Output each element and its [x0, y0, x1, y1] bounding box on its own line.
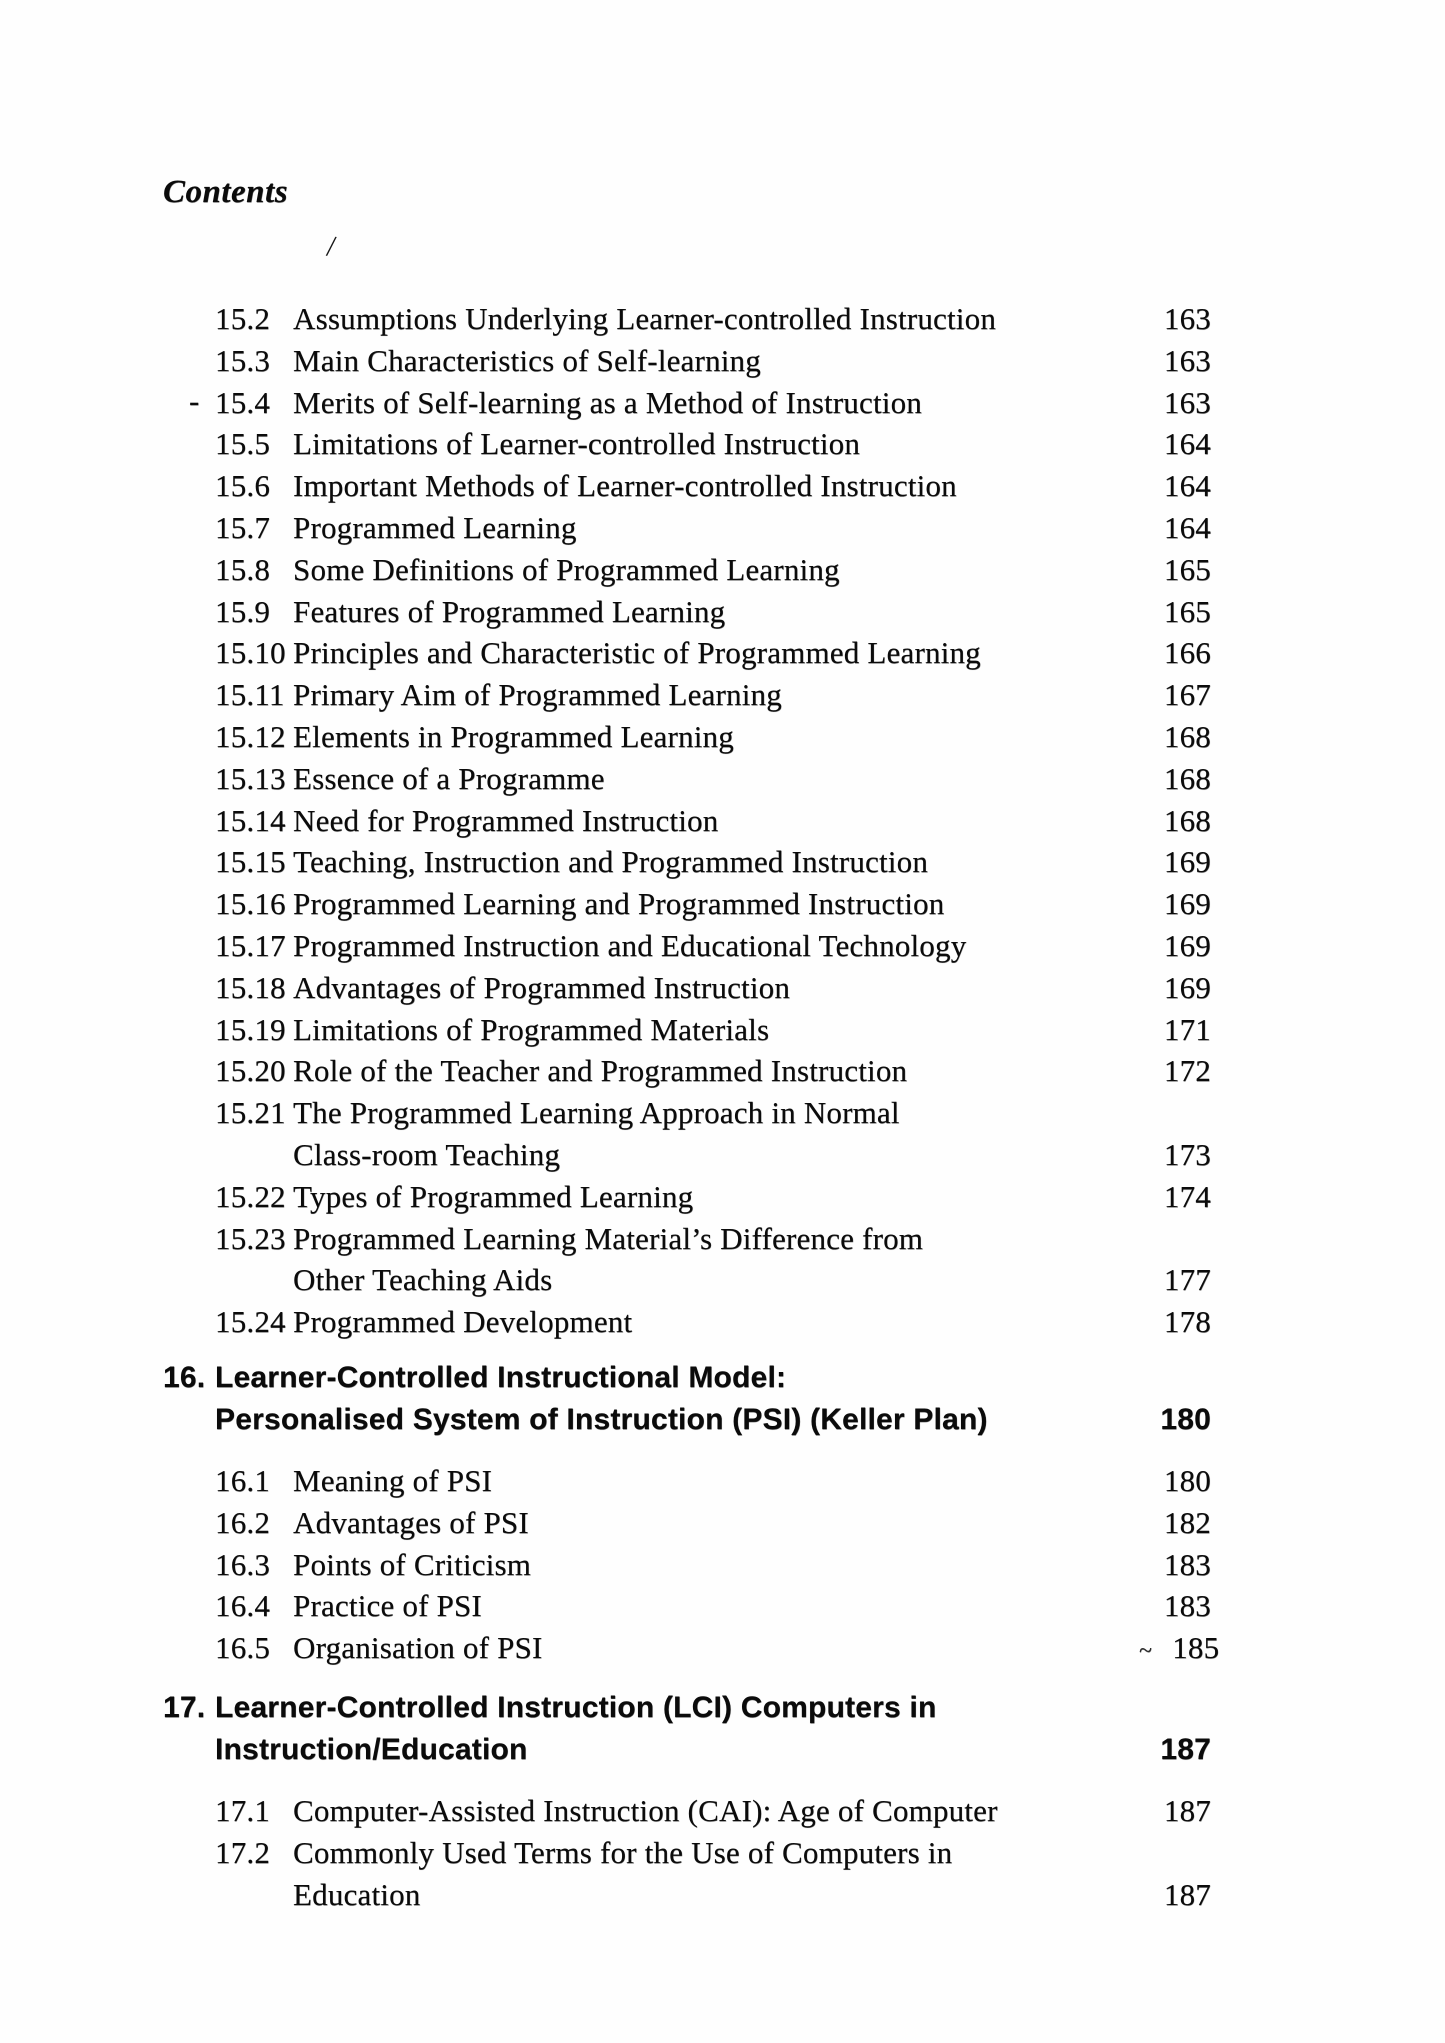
toc-entry-page: 163 [1163, 384, 1211, 420]
toc-entry-number: 15.7 [215, 509, 271, 545]
toc-entry-title: Organisation of PSI [293, 1630, 543, 1666]
chapter-title [215, 1687, 1211, 1772]
toc-entry-number: 15.4 [215, 384, 271, 420]
toc-entry-page: 168 [1163, 718, 1211, 754]
toc-entry [163, 465, 1211, 507]
toc-entry-title: Programmed Instruction and Educational Technology [293, 927, 967, 963]
toc-entry-page: 163 [1163, 342, 1211, 378]
toc-entry-title: Education [293, 1876, 421, 1912]
chapter-title-line [215, 1399, 1211, 1442]
toc-entry-title: Commonly Used Terms for the Use of Computers in [293, 1834, 953, 1870]
toc-entry-number: 16.1 [215, 1462, 271, 1498]
toc-entry [163, 423, 1211, 465]
toc-entry-number: 17.1 [215, 1792, 271, 1828]
toc-entry-page: 164 [1163, 509, 1211, 545]
toc-entry-page: 182 [1163, 1504, 1211, 1540]
toc-entry-title: Programmed Learning [293, 509, 577, 545]
toc-entry-title: Programmed Development [293, 1304, 633, 1340]
toc-entry-title: Class-room Teaching [293, 1136, 561, 1172]
toc-entry-number: 15.15 [215, 844, 286, 880]
toc-entry-page: 165 [1163, 551, 1211, 587]
toc-entry [163, 1790, 1211, 1832]
toc-entry-number: 15.6 [215, 468, 271, 504]
toc-entry-title: Types of Programmed Learning [293, 1178, 694, 1214]
toc-entry [163, 1050, 1211, 1092]
toc-entry-page: 169 [1163, 927, 1211, 963]
toc-entry-number: 17.2 [215, 1834, 271, 1870]
toc-entry-title: Role of the Teacher and Programmed Instruction [293, 1053, 908, 1089]
toc-entry [163, 967, 1211, 1009]
chapter-number: 16. [163, 1360, 206, 1394]
toc-entry-number [215, 1874, 293, 1916]
toc-entry [163, 1544, 1211, 1586]
toc-entry-title: Primary Aim of Programmed Learning [293, 677, 782, 713]
toc-entry-title: Elements in Programmed Learning [293, 718, 734, 754]
toc-entry [163, 883, 1211, 925]
toc-entry-page: 168 [1163, 760, 1211, 796]
page-title: Contents [163, 174, 289, 210]
toc-entry [163, 841, 1211, 883]
toc-entry-title: Practice of PSI [293, 1588, 482, 1624]
toc-entry-title: Points of Criticism [293, 1546, 532, 1582]
toc-entry-page: 164 [1163, 426, 1211, 462]
toc-entry [163, 1460, 1211, 1502]
toc-entry-title: Important Methods of Learner-controlled Instruction [293, 468, 957, 504]
toc-entry [163, 507, 1211, 549]
toc-entry [163, 382, 1211, 424]
toc-section [163, 298, 1211, 1343]
toc-entry [163, 1502, 1211, 1544]
toc-entry [163, 758, 1211, 800]
table-of-contents [163, 298, 1220, 1915]
toc-entry-page: 169 [1163, 969, 1211, 1005]
chapter-page-number: 187 [1160, 1733, 1211, 1767]
toc-entry-page: 172 [1163, 1053, 1211, 1089]
toc-entry [163, 632, 1211, 674]
toc-entry-page: 163 [1163, 301, 1211, 336]
toc-entry-title: Meaning of PSI [293, 1462, 493, 1498]
chapter-heading [163, 1687, 1211, 1772]
toc-entry-number: 15.21 [215, 1095, 286, 1131]
toc-entry [163, 1176, 1211, 1218]
toc-entry-number: 15.24 [215, 1304, 286, 1340]
toc-entry-number: 15.8 [215, 551, 271, 587]
toc-entry [163, 674, 1211, 716]
chapter-title-line [215, 1357, 1211, 1400]
toc-entry-page: ~ 185 [1139, 1630, 1220, 1666]
scan-artifact-dash: - [189, 382, 200, 418]
toc-entry [163, 716, 1211, 758]
toc-entry-number: 15.20 [215, 1053, 286, 1089]
toc-entry-number: 15.14 [215, 802, 286, 838]
chapter-page-number: 180 [1160, 1403, 1211, 1437]
toc-entry-title: Programmed Learning and Programmed Instruction [293, 886, 945, 922]
toc-entry [163, 1218, 1211, 1260]
toc-entry [163, 1009, 1211, 1051]
toc-section [163, 1790, 1211, 1915]
toc-entry [163, 1585, 1211, 1627]
toc-entry-page: 173 [1163, 1136, 1211, 1172]
toc-entry-number: 15.9 [215, 593, 271, 629]
scan-artifact-slash: / [324, 229, 338, 264]
toc-entry-page: 171 [1163, 1011, 1211, 1047]
toc-entry-page: 187 [1163, 1792, 1211, 1828]
chapter-title-text: Instruction/Education [215, 1733, 528, 1767]
toc-entry-page: 164 [1163, 468, 1211, 504]
toc-entry-title: The Programmed Learning Approach in Normal [293, 1095, 900, 1131]
toc-entry-title: Some Definitions of Programmed Learning [293, 551, 840, 587]
toc-entry-page [1139, 1832, 1211, 1874]
toc-entry-title: Essence of a Programme [293, 760, 605, 796]
chapter-heading [163, 1357, 1211, 1442]
toc-entry [163, 1259, 1211, 1301]
toc-entry-page: 166 [1163, 635, 1211, 671]
chapter-title-text: Learner-Controlled Instruction (LCI) Computers in [215, 1690, 937, 1724]
toc-entry [163, 925, 1211, 967]
toc-entry-number: 15.17 [215, 927, 286, 963]
toc-entry [163, 1301, 1211, 1343]
chapter-title-line [215, 1687, 1211, 1730]
toc-entry-title: Limitations of Learner-controlled Instruction [293, 426, 861, 462]
toc-entry-title: Assumptions Underlying Learner-controlled Instruction [293, 301, 997, 336]
toc-entry-title: Other Teaching Aids [293, 1262, 553, 1298]
toc-entry-title: Teaching, Instruction and Programmed Instruction [293, 844, 929, 880]
toc-entry-page: 178 [1163, 1304, 1211, 1340]
toc-entry-title: Computer-Assisted Instruction (CAI): Age of Computer [293, 1792, 998, 1828]
toc-entry-number: 16.4 [215, 1588, 271, 1624]
toc-entry-title: Advantages of PSI [293, 1504, 529, 1540]
toc-entry-number: 15.22 [215, 1178, 286, 1214]
toc-entry-title: Advantages of Programmed Instruction [293, 969, 791, 1005]
toc-entry-number: 15.23 [215, 1220, 286, 1256]
toc-entry [163, 1874, 1211, 1916]
toc-entry-number: 16.3 [215, 1546, 271, 1582]
toc-entry-number: 15.2 [215, 301, 271, 336]
toc-entry [163, 1627, 1220, 1673]
toc-entry [163, 549, 1211, 591]
chapter-title [215, 1357, 1211, 1442]
toc-entry-page: 180 [1163, 1462, 1211, 1498]
toc-entry-number: 15.10 [215, 635, 286, 671]
toc-entry-page: 183 [1163, 1546, 1211, 1582]
toc-entry-page: 169 [1163, 844, 1211, 880]
toc-entry-page: 174 [1163, 1178, 1211, 1214]
toc-entry-page [1139, 1218, 1211, 1260]
toc-entry-page: 187 [1163, 1876, 1211, 1912]
toc-entry-page: 165 [1163, 593, 1211, 629]
toc-entry [163, 591, 1211, 633]
toc-entry-page [1139, 1092, 1211, 1134]
chapter-title-line [215, 1729, 1211, 1772]
toc-entry-page: 169 [1163, 886, 1211, 922]
chapter-number: 17. [163, 1690, 206, 1724]
toc-entry-title: Merits of Self-learning as a Method of Instruction [293, 384, 922, 420]
chapter-title-text: Personalised System of Instruction (PSI) (Keller Plan) [215, 1403, 988, 1437]
toc-entry-title: Limitations of Programmed Materials [293, 1011, 770, 1047]
toc-entry [163, 298, 1211, 340]
toc-entry-page: 177 [1163, 1262, 1211, 1298]
toc-entry-number [215, 1259, 293, 1301]
toc-entry-page: 167 [1163, 677, 1211, 713]
toc-entry-title: Programmed Learning Material’s Difference from [293, 1220, 924, 1256]
toc-entry [163, 800, 1211, 842]
toc-section [163, 1460, 1220, 1673]
toc-entry-number: 15.16 [215, 886, 286, 922]
toc-entry-number: 15.18 [215, 969, 286, 1005]
toc-entry-number: 15.5 [215, 426, 271, 462]
toc-entry-number: 15.12 [215, 718, 286, 754]
chapter-title-text: Learner-Controlled Instructional Model: [215, 1360, 787, 1394]
toc-entry-number: 15.19 [215, 1011, 286, 1047]
toc-entry-title: Principles and Characteristic of Programmed Learning [293, 635, 981, 671]
toc-entry-title: Need for Programmed Instruction [293, 802, 719, 838]
toc-entry-number: 15.3 [215, 342, 271, 378]
toc-entry-title: Features of Programmed Learning [293, 593, 726, 629]
toc-entry [163, 1832, 1211, 1874]
toc-entry-number: 15.13 [215, 760, 286, 796]
toc-entry [163, 340, 1211, 382]
toc-entry-number: 15.11 [215, 677, 285, 713]
toc-entry-number [215, 1134, 293, 1176]
toc-entry [163, 1092, 1211, 1134]
toc-entry-number: 16.5 [215, 1630, 271, 1666]
toc-entry [163, 1134, 1211, 1176]
toc-entry-title: Main Characteristics of Self-learning [293, 342, 761, 378]
scan-artifact-tilde: ~ [1139, 1638, 1153, 1665]
toc-entry-number: 16.2 [215, 1504, 271, 1540]
toc-entry-page: 183 [1163, 1588, 1211, 1624]
toc-entry-page: 168 [1163, 802, 1211, 838]
